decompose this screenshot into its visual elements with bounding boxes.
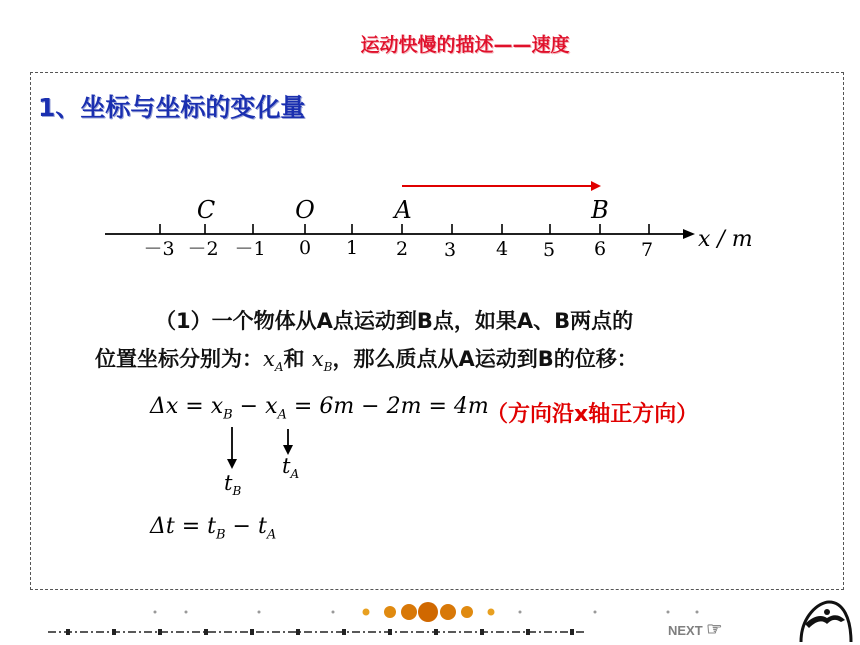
point-label-c: C [196, 196, 216, 224]
xa-symbol: $x_A$ [263, 347, 284, 375]
tick-marks [160, 224, 649, 234]
line2-end: ，那么质点从A运动到B的位移： [332, 347, 638, 371]
paragraph-line-2 [95, 343, 638, 374]
tick-label: 3 [443, 239, 457, 261]
point-label-o: O [295, 196, 315, 224]
number-line-diagram [95, 175, 775, 270]
tick-label: 1 [345, 237, 359, 259]
tick-label: 5 [542, 239, 556, 261]
line2-start: 位置坐标分别为： [95, 347, 263, 371]
t-a-label: $t_A$ [282, 454, 300, 482]
tick-label: 2 [395, 238, 409, 260]
section-heading: 1、坐标与坐标的变化量 [38, 93, 306, 122]
xb-symbol: $x_B$ [311, 347, 333, 375]
tick-label: 4 [495, 238, 509, 260]
point-label-a: A [394, 196, 412, 224]
next-button[interactable] [668, 619, 722, 640]
tick-label: －3 [143, 238, 175, 260]
tick-label: 6 [593, 238, 607, 260]
header-title: 运动快慢的描述——速度 [360, 34, 570, 56]
and-word: 和 [283, 347, 305, 371]
axis-label: x / m [698, 227, 753, 252]
tick-label: 0 [298, 237, 312, 259]
displacement-formula: $\Delta x = x_B - x_A = 6m - 2m = 4m$ [150, 394, 489, 423]
tick-label: 7 [640, 239, 654, 261]
footer-decoration [0, 596, 860, 645]
pointing-hand-icon: ☞ [706, 619, 723, 639]
tick-label: －1 [234, 238, 266, 260]
orange-dots [363, 602, 495, 622]
t-b-label: $t_B$ [224, 471, 242, 499]
x-axis-arrow-head [683, 229, 695, 239]
next-label: NEXT [668, 623, 703, 638]
point-label-b: B [591, 196, 609, 224]
displacement-arrow-head [591, 181, 601, 191]
logo-emblem-icon [795, 598, 855, 645]
time-difference-formula: $\Delta t = t_B - t_A$ [150, 514, 277, 543]
tick-label: －2 [187, 238, 219, 260]
direction-note: （方向沿x轴正方向） [486, 402, 699, 427]
paragraph-line-1: （1）一个物体从A点运动到B点，如果A、B两点的 [155, 309, 634, 333]
